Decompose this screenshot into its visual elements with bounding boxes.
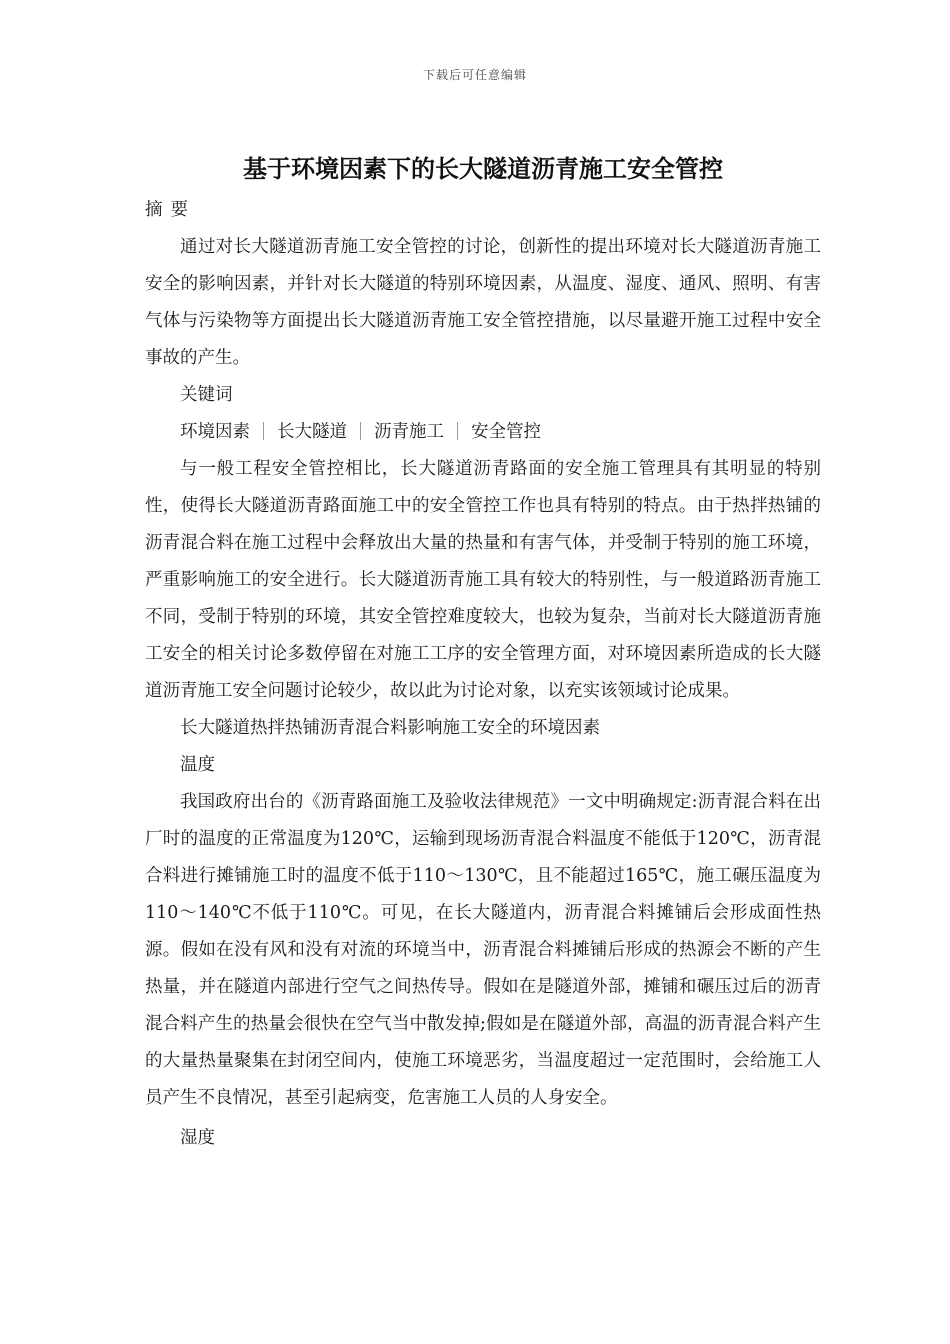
humidity-heading: 湿度 — [180, 1128, 215, 1148]
keyword-separator — [263, 422, 264, 440]
keyword-separator — [457, 422, 458, 440]
intro-paragraph: 与一般工程安全管控相比，长大隧道沥青路面的安全施工管理具有其明显的特别性，使得长大隧道沥青路面施工中的安全管控工作也具有特别的特点。由于热拌热铺的沥青混合料在施工过程中会释放出大量的热量和有害气体，并受制于特别的施工环境，严重影响施工的安全进行。长大隧道沥青施工具有较大的特别性，与一般道路沥青施工不同，受制于特别的环境，其安全管控难度较大，也较为复杂，当前对长大隧道沥青施工安全的相关讨论多数停留在对施工工序的安全管理方面，对环境因素所造成的长大隧道沥青施工安全问题讨论较少，故以此为讨论对象，以充实该领域讨论成果。 — [145, 459, 821, 701]
keyword-item: 沥青施工 — [374, 422, 444, 442]
section-heading: 长大隧道热拌热铺沥青混合料影响施工安全的环境因素 — [180, 718, 600, 738]
keyword-item: 长大隧道 — [277, 422, 347, 442]
keyword-item: 安全管控 — [471, 422, 541, 442]
abstract-label: 摘要 — [145, 200, 196, 220]
temperature-paragraph: 我国政府出台的《沥青路面施工及验收法律规范》一文中明确规定:沥青混合料在出厂时的温度的正常温度为120℃，运输到现场沥青混合料温度不能低于120℃，沥青混合料进行摊铺施工时的温度不低于110～130℃，且不能超过165℃，施工碾压温度为110～140℃不低于110℃。可见，在长大隧道内，沥青混合料摊铺后会形成面性热源。假如在没有风和没有对流的环境当中，沥青混合料摊铺后形成的热源会不断的产生热量，并在隧道内部进行空气之间热传导。假如在是隧道外部，摊铺和碾压过后的沥青混合料产生的热量会很快在空气当中散发掉;假如是在隧道外部，高温的沥青混合料产生的大量热量聚集在封闭空间内，使施工环境恶劣，当温度超过一定范围时，会给施工人员产生不良情况，甚至引起病变，危害施工人员的人身安全。 — [145, 792, 821, 1108]
keyword-separator — [360, 422, 361, 440]
document-body — [145, 150, 821, 1157]
document-title: 基于环境因素下的长大隧道沥青施工安全管控 — [243, 154, 723, 183]
keywords-label: 关键词 — [180, 385, 233, 405]
page-header-note: 下载后可任意编辑 — [422, 68, 527, 82]
keyword-item: 环境因素 — [180, 422, 250, 442]
abstract-paragraph: 通过对长大隧道沥青施工安全管控的讨论，创新性的提出环境对长大隧道沥青施工安全的影响因素，并针对长大隧道的特别环境因素，从温度、湿度、通风、照明、有害气体与污染物等方面提出长大隧道沥青施工安全管控措施，以尽量避开施工过程中安全事故的产生。 — [145, 237, 821, 368]
temperature-heading: 温度 — [180, 755, 215, 775]
keywords-list — [145, 414, 821, 451]
